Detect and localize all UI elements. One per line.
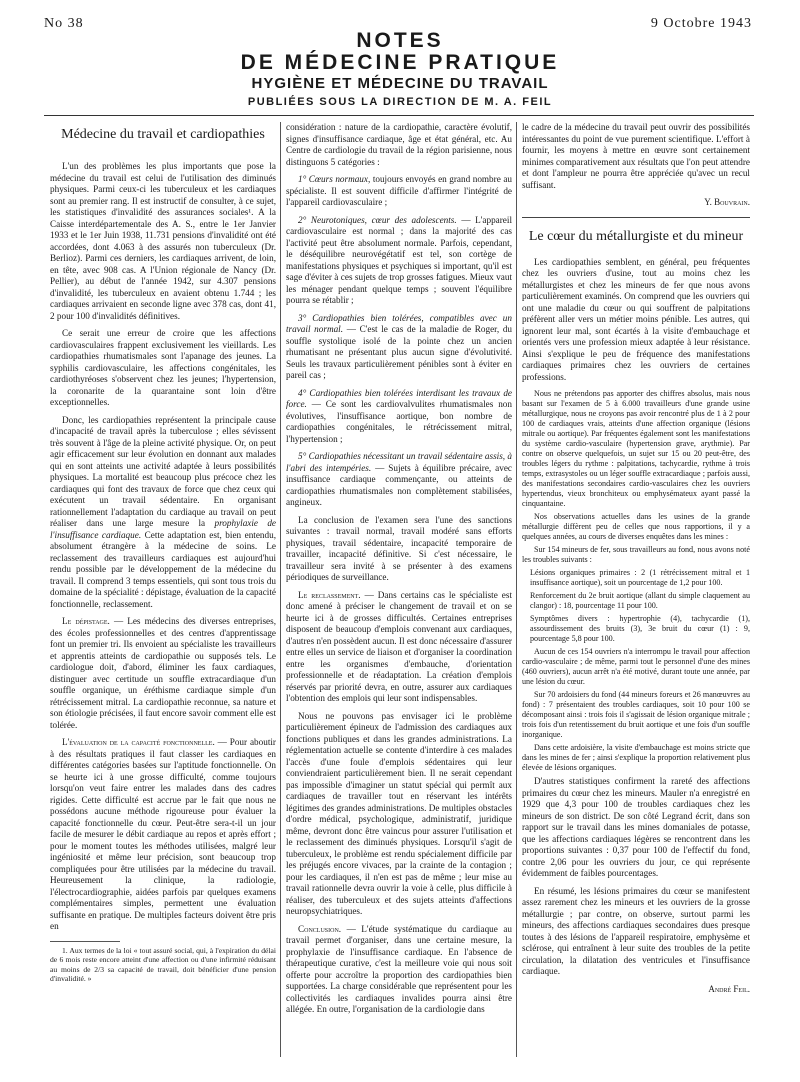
paragraph: La conclusion de l'examen sera l'une des sanctions suivantes : travail normal, travail modéré sans efforts physiques, travail sédentaire, incapacité temporaire de travailler, incapacité définitive. Si c'est nécessaire, le travailleur sera invité à se présenter à des examens périodiques de surveillance. [286,514,512,582]
small-paragraph: Sur 70 ardoisiers du fond (44 mineurs foreurs et 26 manœuvres au fond) : 7 présentaient des troubles cardiaques, soit 10 pour 100 se décomposant ainsi : trois fois il s'agissait de lésion organique mitrale ; trois fois d'un retentissement du bruit aortique et une fois d'un souffle inorganique. [522,690,750,739]
masthead-title-main: DE MÉDECINE PRATIQUE [240,51,560,74]
paragraph [50,415,276,611]
category-body: — C'est le cas de la maladie de Roger, du souffle systolique isolé de la pointe chez un ancien rhumatisant ne présentant plus aucun signe d'évolutivité. Seuls les travaux particulièrement pénibles sont à éviter en pareil cas ; [286,324,513,380]
section-heading: Le dépistage. [62,616,110,626]
lesion-item: Symptômes divers : hypertrophie (4), tachycardie (1), assourdissement des bruits (3), 3e bruit du cœur (1) : 9, pourcentage 5,8 pour 100. [530,614,750,643]
category-item [286,451,512,509]
header-rule [44,115,754,116]
column-2 [286,122,512,1022]
category-body: toujours envoyés en grand nombre au spécialiste. Il est souvent difficile d'affirmer l'intégrité de l'appareil cardiovasculaire ; [286,174,512,207]
paragraph: En résumé, les lésions primaires du cœur se manifestent assez rarement chez les mineurs et les ouvriers de la grosse métallurgie ; par contre, on observe, surtout parmi les mineurs, des affections cardiaques secondaires dues presque toutes à des lésions de l'appareil respiratoire, emphysème et sclérose, qui entraînent à leur suite des troubles de la petite circulation, la dilatation des ventricules et l'insuffisance cardiaque. [522,885,750,976]
category-item [286,215,512,307]
masthead-editor-line: PUBLIÉES SOUS LA DIRECTION DE M. A. FEIL [247,96,553,108]
category-item [286,388,512,446]
category-heading: 1° Cœurs normaux, [298,174,371,184]
section-heading: Conclusion. [298,923,342,934]
masthead-subtitle: HYGIÈNE ET MÉDECINE DU TRAVAIL [251,75,549,92]
article-separator [522,217,750,218]
article-title-cardiopathies: Médecine du travail et cardiopathies [61,127,265,142]
paragraph: D'autres statistiques confirment la rareté des affections primaires du cœur chez les mineurs. Mauler n'a enregistré en 1929 que 4,3 pour 100 de troubles cardiaques chez les mineurs de son district. De son côté Legrand écrit, dans son rapport sur le travail dans les mines domaniales de potasse, que les affections cardiaques légères se rencontrent dans les proportions suivantes : 0,37 pour 100 de l'effectif du fond, contre 2,06 pour les ouvriers du jour, ce qui représente évidemment de faibles pourcentages. [522,776,750,878]
author-signature: André Feil. [708,983,750,994]
category-heading: 4° Cardiopathies bien tolérées interdisant les travaux de force. [286,387,512,409]
column-1 [50,122,276,990]
paragraph: Nous ne pouvons pas envisager ici le problème particulièrement épineux de l'admission des cardiaques aux fonctions publiques et dans les grandes administrations. La réglementation actuelle se contente d'interdire à ces malades l'accès d'une foule d'emplois sédentaires qui leur conviendraient particulièrement bien. Il ne serait cependant pas impossible d'imaginer un statut spécial qui permît aux cardiaques de travailler tout en réservant les intérêts légitimes des grandes administrations. De multiples obstacles d'ordre médical, psychologique, administratif, juridique même, devront donc être vaincus pour assurer l'utilisation et le reclassement des diminués physiques. Lorsqu'il s'agit de tuberculeux, le problème est rendu spécialement difficile par les préjugés encore vivaces, par la crainte de la contagion ; pour les cardiaques, il n'en est pas de même ; leur mise au travail rationnelle devra ouvrir la voie à celle, plus difficile à réaliser, des tuberculeux et des sujets atteints d'affections neuropsychiatriques. [286,710,512,916]
masthead-title-notes: NOTES [356,29,444,52]
small-paragraph: Nos observations actuelles dans les usines de la grande métallurgie diffèrent peu de celles que nous rapportions, il y a quelques années, au cours de diverses enquêtes dans les mines : [522,512,750,541]
category-item [286,174,512,209]
italic-phrase: prophylaxie de l'insuffisance cardiaque. [50,518,277,540]
section-reclassement [286,590,512,705]
masthead [0,30,800,110]
issue-number: No 38 [44,16,84,31]
section-evaluation [50,737,276,933]
paragraph: L'un des problèmes les plus importants que pose la médecine du travail est celui de l'utilisation des diminués physiques. Parmi ceux-ci les tuberculeux et les cardiaques sont au premier rang. Il est instructif de consulter, à ce sujet, les statistiques d'invalidité des assurances sociales¹. A la Caisse interdépartementale des A. S., entre le 1er Janvier 1933 et le 1er Juin 1938, 11.731 pensions d'invalidité ont été accordées, dont 4.063 à des assurés non tuberculeux (Dr. Berlioz). Parmi ces derniers, les cardiaques arrivent, de loin, en tête, avec 908 cas. A l'Union régionale de Nancy (Dr. Pellier), au début de l'année 1942, sur 4.307 pensions d'invalidité, les tuberculeux en avaient obtenu 1.744 ; les cardiaques arrivaient en seconde ligne avec 378 cas, dont 41, 2 pour 100 d'invalidités définitives. [50,161,276,321]
category-body: — Sujets à équilibre précaire, avec insuffisance cardiaque commençante, ou atteints de cardiopathies rhumatismales non complètement stabilisées, angineux. [286,462,512,507]
author-signature: Y. Bouvrain. [704,197,750,207]
paragraph-text: Cette adaptation est, bien entendu, absolument étrangère à la médecine de soins. Le reclassement des travailleurs cardiaques est aujourd'hui rendu possible par le développement de la médecine du travail. Il comprend 3 temps essentiels, qui sont tous trois du domaine de la spécialité : dépistage, évaluation de la capacité fonctionnelle, reclassement. [50,529,277,609]
paragraph-text: Donc, les cardiopathies représentent la principale cause d'incapacité de travail après la tuberculose ; elles sévissent très souvent à l'âge de la pleine activité physique. Or, on peut agir efficacement sur leur évolution en donnant aux malades qui en sont atteints une activité adaptée à leurs possibilités physiques. La mortalité est beaucoup plus précoce chez les cardiaques qui font des travaux de force que chez ceux qui exécutent un travail sédentaire. En organisant rationnellement l'adaptation du cardiaque au travail on peut réaliser dans une large mesure la [50,414,276,528]
footnote-rule [50,941,120,942]
section-conclusion [286,924,512,1016]
section-depistage [50,616,276,731]
footnote: 1. Aux termes de la loi « tout assuré social, qui, à l'expiration du délai de 6 mois reste encore atteint d'une affection ou d'une infirmité réduisant au moins de 2/3 sa capacité de travail, doit bénéficier d'une pension d'invalidité. » [50,945,276,983]
paragraph: Ce serait une erreur de croire que les affections cardiovasculaires frappent exclusivement les vieillards. Les cardiopathies rhumatismales sont l'apanage des jeunes. La syphilis cardiovasculaire, les affections congénitales, les cardiothyréoses s'observent chez les jeunes; l'hypertension, la coronarite de la quarantaine sont loin d'être exceptionnelles. [50,328,276,407]
column-divider-1 [280,122,281,1057]
small-paragraph: Nous ne prétendons pas apporter des chiffres absolus, mais nous basant sur l'examen de 5 à 6.000 travailleurs d'une grande usine métallurgique, nous ne croyons pas avoir rencontré plus de 1 à 2 pour 100 de cardiaques vrais, atteints d'une affection organique (lésions mitrale ou aortique). Par fréquentes également sont les manifestations du système cardio-vasculaire (hypertension grave, arythmie). Par contre on observe quelquefois, un sujet sur 15 ou 20 peut-être, des troubles légers du rythme : palpitations, tachycardie, rythme à trois temps, extrasystoles ou un léger souffle extracardiaque ; parfois aussi, des manifestations secondaires cardio-vasculaires chez les ouvriers hypertendus, vieux bronchiteux ou emphysémateux ayant passé la cinquantaine. [522,389,750,508]
small-paragraph: Dans cette ardoisière, la visite d'embauchage est moins stricte que dans les mines de fer ; ainsi s'explique la proportion relativement plus élevée de lésions organiques. [522,743,750,772]
issue-date: 9 Octobre 1943 [650,16,752,31]
paragraph: Les cardiopathies semblent, en général, peu fréquentes chez les ouvriers d'usine, tout au moins chez les métallurgistes et chez les mineurs de fer que nous avons particulièrement examinés. On comprend que les ouvriers qui ont une maladie du cœur ou qui souffrent de palpitations préfèrent aller vers un métier moins pénible. Les autres, qui ignorent leur mal, sont écartés à la visite d'embauchage et orientés vers une profession mieux adaptée à leur résistance. Ainsi s'explique le peu de fréquence des manifestations cardiaques primaires chez les ouvriers de certaines professions. [522,256,750,382]
category-heading: 3° Cardiopathies bien tolérées, compatibles avec un travail normal. [286,312,512,334]
section-body: — Les médecins des diverses entreprises, des écoles professionnelles et des centres d'apprentissage font un premier tri. Ils envoient au spécialiste les travailleurs et apprentis atteints de cardiopathie ou supposés tels. Le cardiologue doit, d'abord, éliminer les faux cardiaques, distinguer avec certitude un souffle extracardiaque d'un souffle organique, un éréthisme cardiaque simple d'un rétrécissement mitral. La cardiopathie reconnue, sa nature et son étiologie précisées, il faut encore savoir comment elle est tolérée. [50,616,276,730]
section-body: — L'étude systématique du cardiaque au travail permet d'organiser, dans une certaine mesure, la prophylaxie de l'insuffisance cardiaque. En l'absence de thérapeutique curative, c'est la meilleure voie qui nous soit offerte pour accroître la proportion des cardiopathies bien supportées. La charge considérable que représentent pour les collectivités les cardiaques invalides pourra ainsi être allégée. En outre, l'organisation de la cardiologie dans [286,923,513,1014]
category-item [286,313,512,382]
article-title-metallurgiste: Le cœur du métallurgiste et du mineur [528,228,744,244]
section-heading: L'évaluation de la capacité fonctionnelle. [62,737,215,747]
column-3 [522,122,750,1001]
category-body: — Ce sont les cardiovalvulites rhumatismales non évolutives, l'insuffisance aortique, bon nombre de cardiopathies congénitales, le rétrécissement mitral, l'hypertension ; [286,399,512,444]
paragraph: considération : nature de la cardiopathie, caractère évolutif, signes d'insuffisance cardiaque, âge et état général, etc. Au Centre de cardiologie du travail de la région parisienne, nous distinguons 5 catégories : [286,122,512,167]
small-paragraph: Sur 154 mineurs de fer, sous travailleurs au fond, nous avons noté les troubles suivants : [522,545,750,564]
section-heading: Le reclassement. [298,589,361,600]
lesion-item: Lésions organiques primaires : 2 (1 rétrécissement mitral et 1 insuffisance aortique), soit un pourcentage de 1,2 pour 100. [530,568,750,587]
category-body: — L'appareil cardiovasculaire est normal ; dans la majorité des cas l'activité peut être absolument normale. Parfois, cependant, le déséquilibre neurovégétatif est tel, son cortège de manifestations physiques et psychiques si important, qu'il est sage d'éviter à ces sujets de trop grosses fatigues. Mieux vaut les ménager pendant quelque temps ; souvent l'équilibre pourra se rétablir ; [286,214,512,305]
section-body: — Pour aboutir à des résultats pratiques il faut classer les cardiaques en différentes catégories basées sur l'aptitude fonctionnelle. On se heurte ici à une grosse difficulté, comme toujours lorsqu'on veut faire entrer les malades dans des cadres rigides. Cette difficulté est accrue par le fait que nous ne possédons aucune méthode rigoureuse pour évaluer la capacité fonctionnelle du cœur. Peut-être sera-t-il un jour facile de mesurer le débit cardiaque au repos et après effort ; pour le moment toutes les méthodes utilisées, malgré leur ingéniosité et même leur précision, sont beaucoup trop compliquées pour être utilisées par la médecine du travail. Heureusement la clinique, la radiologie, l'électrocardiographie, aidées parfois par quelques examens complémentaires simples, permettent une évaluation suffisante en pratique. De multiples facteurs doivent être pris en [50,737,276,931]
column-divider-2 [516,122,517,1057]
paragraph: le cadre de la médecine du travail peut ouvrir des possibilités intéressantes du point de vue purement scientifique. L'effort à fournir, les moyens à mettre en œuvre sont certainement minimes comparativement aux résultats que l'on peut attendre et dont l'ampleur ne pourra être appréciée qu'avec un recul suffisant. [522,122,750,190]
lesion-item: Renforcement du 2e bruit aortique (allant du simple claquement au clangor) : 18, pourcentage 11 pour 100. [530,591,750,610]
small-paragraph: Aucun de ces 154 ouvriers n'a interrompu le travail pour affection cardio-vasculaire ; de même, parmi tout le personnel d'une des mines (460 ouvriers), aucun arrêt n'a été motivé, durant toute une année, par une lésion du cœur. [522,647,750,686]
category-heading: 5° Cardiopathies nécessitant un travail sédentaire assis, à l'abri des intempéries. [286,451,512,473]
section-body: — Dans certains cas le spécialiste est donc amené à préciser le changement de travail et on se heurte ici à de grosses difficultés. Certaines entreprises disposent de beaucoup d'emplois convenant aux cardiaques, d'autres n'en possèdent aucun. Il est donc nécessaire d'assurer entre elles un service de liaison et d'organiser la coordination entre les organismes d'embauche, d'orientation professionnelle et de réadaptation. La création d'emplois réservés par priorité devra, en outre, assurer aux cardiaques l'obtention des emplois qui leur sont indispensables. [286,589,513,703]
category-heading: 2° Neurotoniques, cœur des adolescents. [298,214,457,225]
